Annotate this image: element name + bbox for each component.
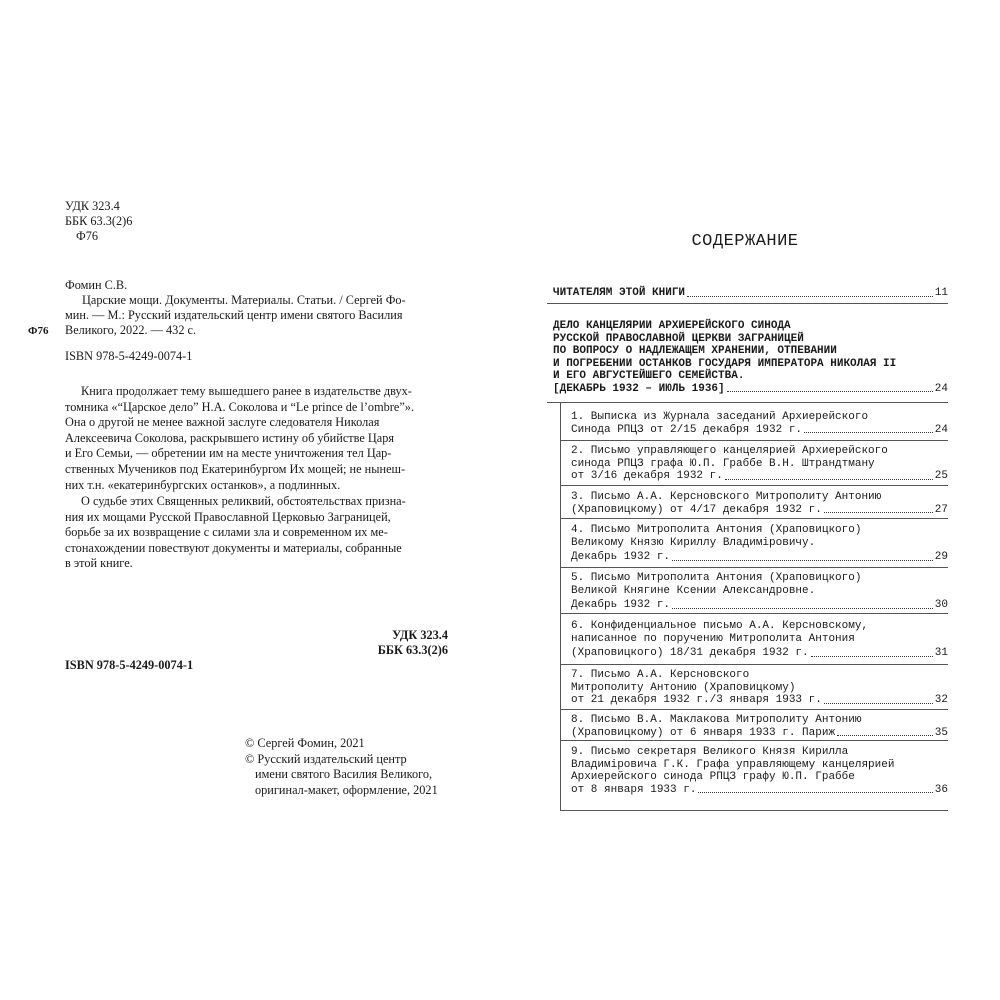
citation-line: Царские мощи. Документы. Материалы. Статьи. / Сергей Фо- <box>82 293 406 307</box>
toc-item: 8. Письмо В.А. Маклакова Митрополиту Антонию (Храповицкому) от 6 января 1933 г. Париж 35 <box>571 714 948 739</box>
separator <box>560 518 948 519</box>
bbk-top: ББК 63.3(2)6 <box>65 214 133 228</box>
toc-entry-readers: ЧИТАТЕЛЯМ ЭТОЙ КНИГИ 11 <box>553 287 948 299</box>
toc-item: 1. Выписка из Журнала заседаний Архиерейского Синода РПЦЗ от 2/15 декабря 1932 г. 24 <box>571 411 948 436</box>
separator <box>560 402 561 810</box>
citation-line: мин. — М.: Русский издательский центр имени святого Василия <box>65 308 403 322</box>
separator <box>560 440 948 441</box>
toc-item: 9. Письмо секретаря Великого Князя Кирилла Владимiровича Г.К. Графа управляющему канцелярией Архиерейского синода РПЦЗ графу Ю.П. Граббе от 8 января 1933 г. 36 <box>571 746 948 796</box>
toc-item: 4. Письмо Митрополита Антония (Храповицкого) Великому Князю Кириллу Владимiровичу. Декабрь 1932 г. 29 <box>571 524 948 563</box>
annotation-paragraph-1: Книга продолжает тему вышедшего ранее в издательстве двух- томника «“Царское дело” Н.А. Соколова и “Le prince de l’ombre”». Она о другой не менее важной заслуге следователя Николая Алексеевича Соколова, раскрывшего истину об убийстве Царя и Его Семьи, — обретении им на месте уничтожения тел Цар- ственных Мучеников под Екатеринбургом Их мощей; не нынеш- них т.н. «екатеринбургских останков», а подлинных. <box>65 384 415 492</box>
toc-item: 7. Письмо А.А. Керсновского Митрополиту Антонию (Храповицкому) от 21 декабря 1932 г./3 января 1933 г. 32 <box>571 669 948 706</box>
udk-top: УДК 323.4 <box>65 199 120 213</box>
toc-item: 6. Конфиденциальное письмо А.А. Керсновскому, написанное по поручению Митрополита Антония (Храповицкого) 18/31 декабря 1932 г. 31 <box>571 620 948 659</box>
copyright-block: © Сергей Фомин, 2021 © Русский издательский центр имени святого Василия Великого, оригинал-макет, оформление, 2021 <box>245 736 438 797</box>
isbn-bottom: ISBN 978-5-4249-0074-1 <box>65 658 194 672</box>
toc-item: 3. Письмо А.А. Керсновского Митрополиту Антонию (Храповицкому) от 4/17 декабря 1932 г. 27 <box>571 491 948 516</box>
annotation-paragraph-2: О судьбе этих Священных реликвий, обстоятельствах призна- ния их мощами Русской Православной Церковью Заграницей, борьбе за их возвращение с силами зла и современном их ме- стонахождении повествуют документы и материалы, собранные в этой книге. <box>65 494 406 571</box>
author-code-top: Ф76 <box>76 229 99 243</box>
toc-section: ДЕЛО КАНЦЕЛЯРИИ АРХИЕРЕЙСКОГО СИНОДА РУССКОЙ ПРАВОСЛАВНОЙ ЦЕРКВИ ЗАГРАНИЦЕЙ ПО ВОПРОСУ О НАДЛЕЖАЩЕМ ХРАНЕНИИ, ОТПЕВАНИИ И ПОГРЕБЕНИИ ОСТАНКОВ ГОСУДАРЯ ИМПЕРАТОРА НИКОЛАЯ II И ЕГО АВГУСТЕЙШЕГО СЕМЕЙСТВА. [ДЕКАБРЬ 1932 – ИЮЛЬ 1936] 24 <box>553 320 948 395</box>
bbk-bottom: ББК 63.3(2)6 <box>377 643 448 657</box>
author-code-margin: Ф76 <box>28 325 49 337</box>
separator <box>560 664 948 665</box>
toc-item: 2. Письмо управляющего канцелярией Архиерейского синода РПЦЗ графа Ю.П. Граббе В.Н. Штрандтману от 3/16 декабря 1932 г. 25 <box>571 445 948 482</box>
toc-item: 5. Письмо Митрополита Антония (Храповицкого) Великой Княгине Ксении Александровне. Декабрь 1932 г. 30 <box>571 572 948 611</box>
citation-line: Фомин С.В. <box>65 278 128 292</box>
separator <box>560 567 948 568</box>
separator <box>560 613 948 614</box>
separator <box>560 740 948 741</box>
separator <box>547 402 948 403</box>
separator <box>560 810 948 811</box>
separator <box>560 485 948 486</box>
separator <box>547 303 948 304</box>
separator <box>560 709 948 710</box>
udk-bottom: УДК 323.4 <box>392 628 448 642</box>
citation-line: Великого, 2022. — 432 с. <box>65 323 197 337</box>
toc-title: СОДЕРЖАНИЕ <box>691 232 799 251</box>
isbn-top: ISBN 978-5-4249-0074-1 <box>65 349 193 363</box>
